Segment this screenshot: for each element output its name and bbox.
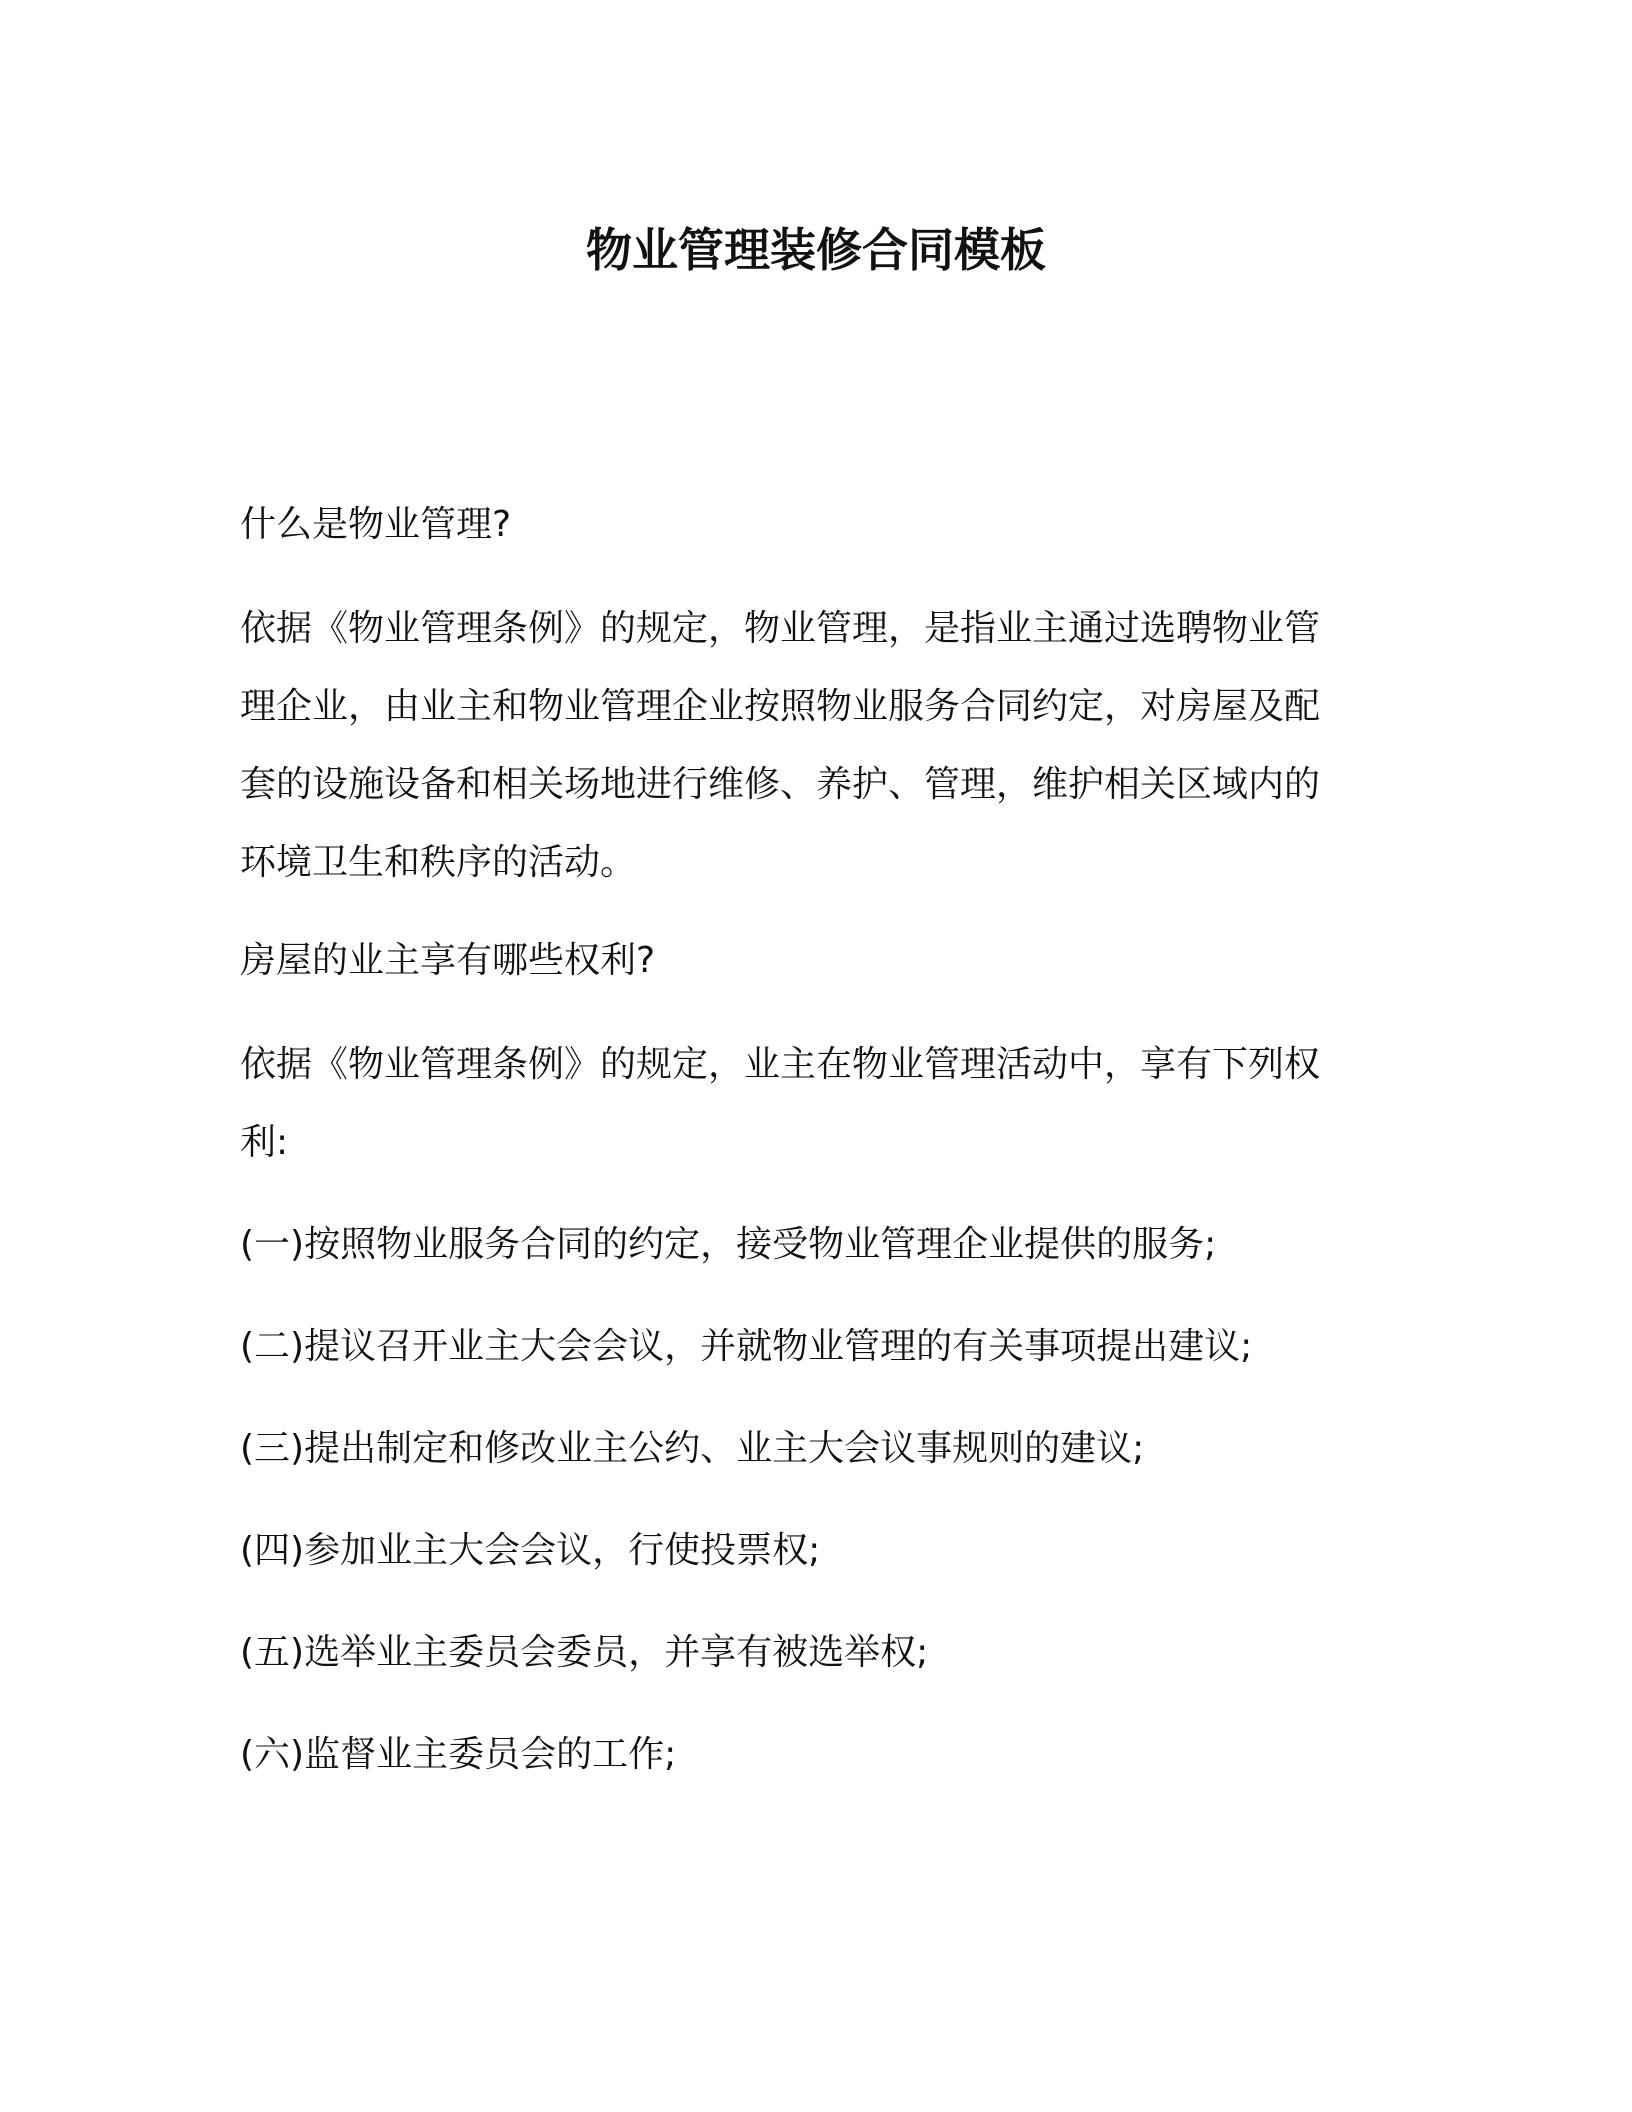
paragraph-line: 依据《物业管理条例》的规定，业主在物业管理活动中，享有下列权 [240,1044,1321,1085]
list-item: (二)提议召开业主大会会议，并就物业管理的有关事项提出建议; [240,1326,1253,1367]
paragraph-line: 利: [240,1122,289,1163]
paragraph-line: 房屋的业主享有哪些权利? [240,940,656,981]
paragraph-line: 什么是物业管理? [240,504,512,545]
owner-right-item-3 [240,1410,1360,1488]
owner-right-item-6 [240,1716,1360,1794]
paragraph-line: 环境卫生和秩序的活动。 [240,842,637,883]
property-management-definition [240,590,1360,902]
document-title: 物业管理装修合同模板 [586,223,1046,277]
paragraph-line: 依据《物业管理条例》的规定，物业管理，是指业主通过选聘物业管 [240,608,1321,649]
question-what-is-property-management [240,486,1360,564]
owner-right-item-5 [240,1614,1360,1692]
owner-right-item-2 [240,1308,1360,1386]
owner-right-item-4 [240,1512,1360,1590]
list-item: (四)参加业主大会会议，行使投票权; [240,1530,821,1571]
owner-rights-intro [240,1026,1360,1182]
owner-right-item-1 [240,1206,1360,1284]
paragraph-line: 理企业，由业主和物业管理企业按照物业服务合同约定，对房屋及配 [240,686,1321,727]
question-owner-rights [240,922,1360,1000]
list-item: (五)选举业主委员会委员，并享有被选举权; [240,1632,929,1673]
paragraph-line: 套的设施设备和相关场地进行维修、养护、管理，维护相关区域内的 [240,764,1321,805]
list-item: (三)提出制定和修改业主公约、业主大会议事规则的建议; [240,1428,1145,1469]
list-item: (六)监督业主委员会的工作; [240,1734,677,1775]
list-item: (一)按照物业服务合同的约定，接受物业管理企业提供的服务; [240,1224,1217,1265]
